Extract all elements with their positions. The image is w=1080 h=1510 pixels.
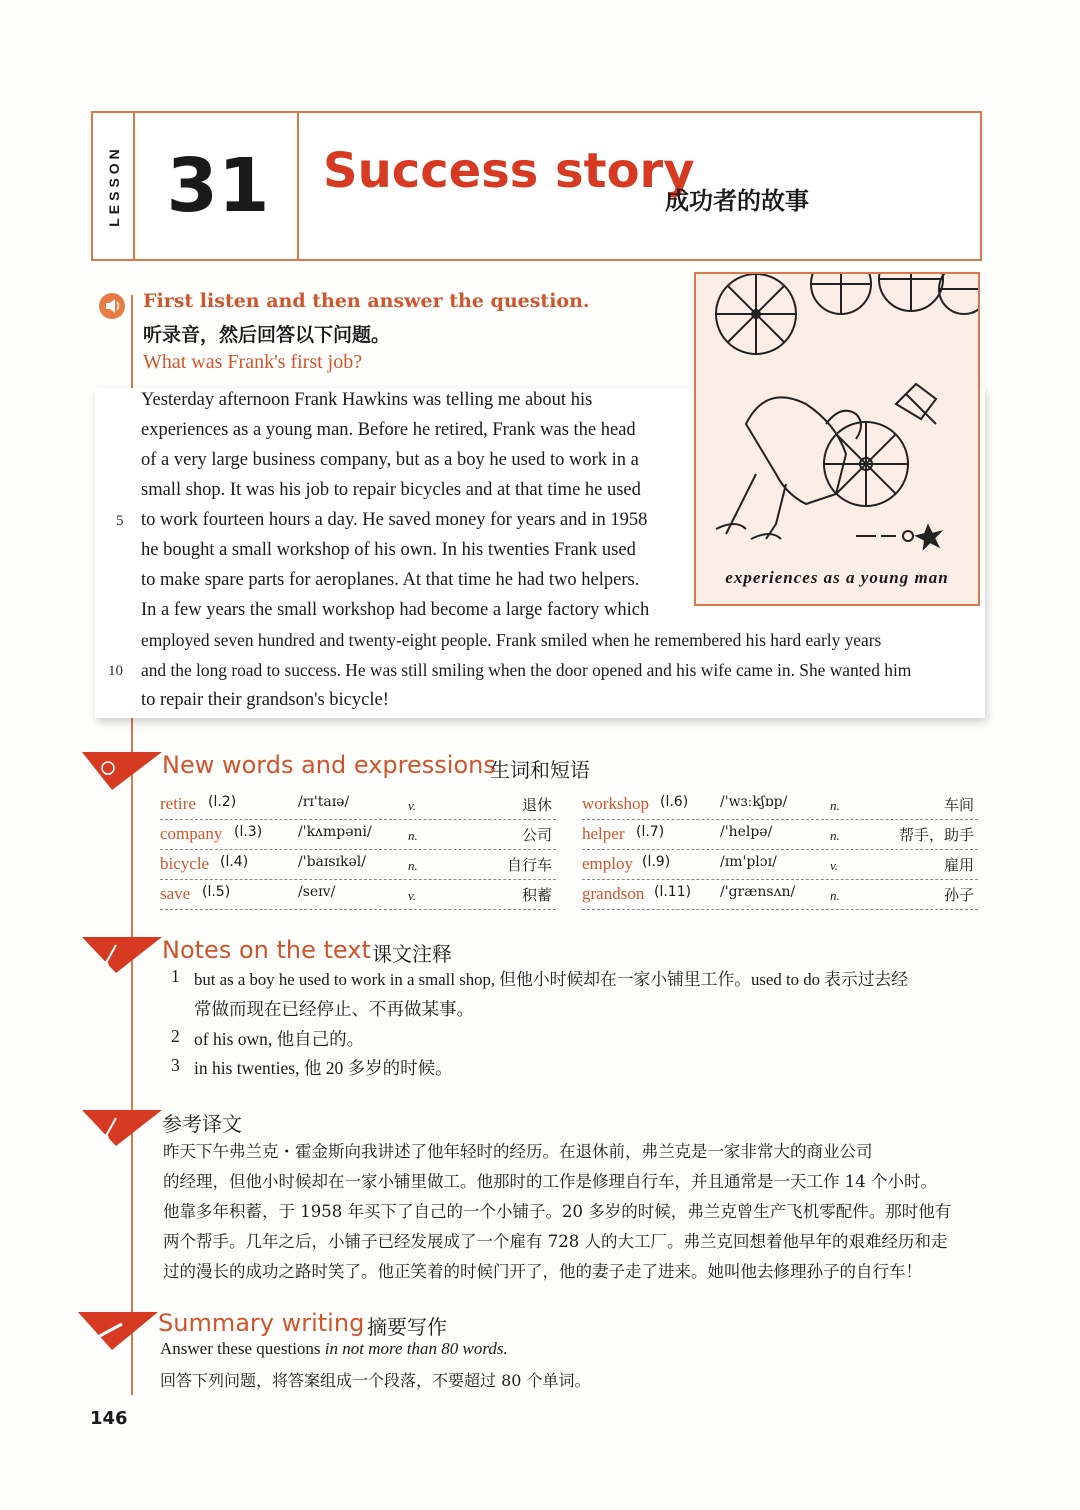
line-number: 5 xyxy=(116,513,124,529)
passage-line: small shop. It was his job to repair bicycles and at that time he used xyxy=(141,480,641,500)
notes-title-cn: 课文注释 xyxy=(372,942,452,966)
vocab-cn: 车间 xyxy=(943,796,974,814)
lesson-title-cn: 成功者的故事 xyxy=(665,187,809,215)
passage-line: experiences as a young man. Before he retired, Frank was the head xyxy=(141,420,636,440)
vocab-line-ref: (l.4) xyxy=(220,854,249,870)
vocab-cn: 孙子 xyxy=(943,886,974,904)
vocab-word: bicycle xyxy=(160,854,210,873)
lesson-label: LESSON xyxy=(106,145,123,227)
vocab-word: employ xyxy=(582,854,633,873)
vocab-pos: n. xyxy=(408,828,418,843)
vocab-row xyxy=(582,820,978,850)
vocab-cn: 积蓄 xyxy=(521,886,552,904)
lesson-header xyxy=(91,111,982,261)
translation-title: 参考译文 xyxy=(162,1112,242,1136)
vocab-cn: 帮手，助手 xyxy=(898,826,974,844)
passage-line: of a very large business company, but as a boy he used to work in a xyxy=(141,450,639,470)
note-text: but as a boy he used to work in a small shop, 但他小时候却在一家小铺里工作。used to do 表示过去经 xyxy=(194,970,909,989)
passage-line: Yesterday afternoon Frank Hawkins was telling me about his xyxy=(141,390,593,410)
vocab-line-ref: (l.2) xyxy=(208,794,237,810)
pen-icon xyxy=(82,1108,162,1148)
vocab-pos: v. xyxy=(830,858,839,873)
listen-question: What was Frank's first job? xyxy=(143,351,363,373)
vocab-row xyxy=(582,880,978,910)
pen-icon xyxy=(82,935,162,975)
note-number: 1 xyxy=(171,966,180,986)
page-number: 146 xyxy=(90,1408,128,1429)
vocab-pos: n. xyxy=(830,888,840,903)
summary-title-cn: 摘要写作 xyxy=(367,1315,447,1339)
vocab-cn: 自行车 xyxy=(506,856,552,874)
translation-line: 他靠多年积蓄，于 1958 年买下了自己的一个小铺子。20 多岁的时候，弗兰克曾生产飞机零配件。那时他有 xyxy=(163,1202,952,1221)
vocab-pos: v. xyxy=(408,798,417,813)
notes-title: Notes on the text xyxy=(162,936,371,964)
vocab-row xyxy=(160,790,556,820)
translation-line: 昨天下午弗兰克・霍金斯向我讲述了他年轻时的经历。在退休前，弗兰克是一家非常大的商业公司 xyxy=(163,1142,873,1161)
pencil-icon xyxy=(78,1310,158,1352)
passage-line: In a few years the small workshop had become a large factory which xyxy=(141,600,650,620)
translation-line: 的经理，但他小时候却在一家小铺里做工。他那时的工作是修理自行车，并且通常是一天工作 14 个小时。 xyxy=(163,1172,937,1191)
illustration-caption: experiences as a young man xyxy=(725,568,949,587)
vocab-row xyxy=(160,850,556,880)
vocab-cn: 雇用 xyxy=(943,856,974,874)
passage-line: he bought a small workshop of his own. In his twenties Frank used xyxy=(141,540,636,560)
summary-instruction-a: Answer these questions xyxy=(160,1339,325,1358)
vocab-ipa: /'grænsʌn/ xyxy=(720,884,796,900)
passage-line: to work fourteen hours a day. He saved money for years and in 1958 xyxy=(141,510,648,530)
vocab-ipa: /'helpə/ xyxy=(720,824,773,840)
vocab-title-cn: 生词和短语 xyxy=(490,758,590,782)
vocab-ipa: /rɪ'taɪə/ xyxy=(298,794,350,810)
vocab-pos: n. xyxy=(408,858,418,873)
vocab-word: retire xyxy=(160,794,196,813)
vocab-line-ref: (l.5) xyxy=(202,884,231,900)
lesson-number: 31 xyxy=(139,113,299,259)
note-text: in his twenties, 他 20 多岁的时候。 xyxy=(194,1058,453,1078)
vocab-line-ref: (l.9) xyxy=(642,854,671,870)
passage-line: employed seven hundred and twenty-eight people. Frank smiled when he remembered his hard early years xyxy=(141,630,882,650)
vocab-word: workshop xyxy=(582,794,650,813)
translation-line: 过的漫长的成功之路时笑了。他正笑着的时候门开了，他的妻子走了进来。她叫他去修理孙子的自行车！ xyxy=(163,1262,922,1281)
passage-line: to make spare parts for aeroplanes. At that time he had two helpers. xyxy=(141,570,640,590)
listen-instruction-cn: 听录音，然后回答以下问题。 xyxy=(143,324,391,346)
vocab-row xyxy=(582,850,978,880)
note-number: 3 xyxy=(171,1055,180,1075)
passage-line: and the long road to success. He was still smiling when the door opened and his wife came in. She wanted him xyxy=(141,660,912,680)
summary-instruction-cn: 回答下列问题，将答案组成一个段落，不要超过 80 个单词。 xyxy=(160,1371,591,1390)
vocab-row xyxy=(160,820,556,850)
speaker-icon[interactable] xyxy=(98,292,126,320)
lightbulb-icon xyxy=(82,750,162,794)
vocab-ipa: /'baɪsɪkəl/ xyxy=(298,854,366,870)
summary-instruction-b: in not more than 80 words. xyxy=(324,1339,508,1358)
lesson-title: Success story xyxy=(323,143,695,199)
vocab-word: helper xyxy=(582,824,625,843)
line-number: 10 xyxy=(108,663,123,679)
illustration xyxy=(694,272,980,606)
listen-instruction-en: First listen and then answer the question. xyxy=(143,290,590,312)
vocab-row xyxy=(582,790,978,820)
passage-line: to repair their grandson's bicycle! xyxy=(141,690,389,710)
vocab-word: company xyxy=(160,824,223,843)
note-text: 常做而现在已经停止、不再做某事。 xyxy=(194,999,474,1019)
vocab-ipa: /'wɜːkʃɒp/ xyxy=(720,794,788,810)
vocab-word: save xyxy=(160,884,191,903)
summary-instruction-en xyxy=(160,1339,508,1359)
summary-title: Summary writing xyxy=(158,1309,365,1337)
vocab-cn: 退休 xyxy=(521,796,552,814)
vocab-row xyxy=(160,880,556,910)
note-number: 2 xyxy=(171,1026,180,1046)
vocab-ipa: /ɪm'plɔɪ/ xyxy=(720,854,777,870)
translation-line: 两个帮手。几年之后，小铺子已经发展成了一个雇有 728 人的大工厂。弗兰克回想着他早年的艰难经历和走 xyxy=(163,1232,948,1251)
vocab-pos: n. xyxy=(830,798,840,813)
vocab-ipa: /'kʌmpəni/ xyxy=(298,824,372,840)
vocab-word: grandson xyxy=(582,884,645,903)
vocab-title: New words and expressions xyxy=(162,751,496,779)
vocab-ipa: /seɪv/ xyxy=(298,884,336,900)
bicycle-repair-drawing xyxy=(696,274,980,564)
vocab-pos: v. xyxy=(408,888,417,903)
note-text: of his own, 他自己的。 xyxy=(194,1029,365,1049)
vocab-line-ref: (l.6) xyxy=(660,794,689,810)
vocab-line-ref: (l.11) xyxy=(654,884,692,900)
vocab-cn: 公司 xyxy=(521,826,552,844)
vocab-pos: n. xyxy=(830,828,840,843)
vocab-line-ref: (l.3) xyxy=(234,824,263,840)
vocab-line-ref: (l.7) xyxy=(636,824,665,840)
